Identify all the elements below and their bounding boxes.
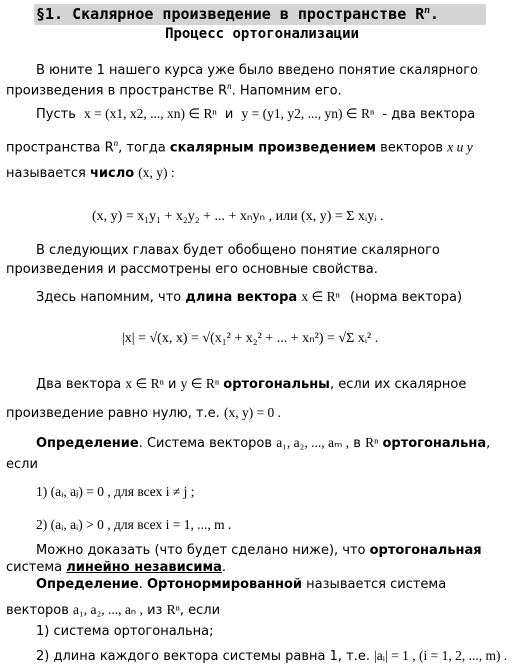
section-subtitle: Процесс ортогонализации (165, 26, 359, 42)
definition2-line2 (6, 602, 220, 618)
para2-then: , тогда (118, 140, 166, 156)
para2-line1 (36, 106, 475, 122)
definition2-if: , если (179, 603, 221, 618)
para4-norm: (норма вектора) (350, 290, 463, 305)
para2-line2 (6, 138, 473, 155)
para6-line2 (6, 560, 226, 575)
term-orthogonal: ортогональны (223, 377, 330, 392)
para5-x: x ∈ Rⁿ (125, 376, 164, 391)
para2-xy: x и y (447, 139, 473, 155)
para5-line1 (36, 376, 466, 392)
section-title (36, 5, 439, 23)
para2-product-notation: (x, y) : (138, 165, 175, 180)
para6-can-prove: Можно доказать (что будет сделано ниже), что (36, 543, 366, 558)
section-title-end: . (429, 5, 439, 23)
term-orthogonal-system: ортогональна (382, 436, 487, 451)
item-1: 1) система ортогональна; (36, 624, 214, 639)
para2-let: Пусть (36, 107, 76, 122)
definition2-period: . (138, 577, 143, 592)
term-orthogonal-adj: ортогональная (369, 543, 482, 558)
term-vector-length: длина вектора (185, 290, 298, 305)
definition1-rn: Rⁿ (365, 435, 379, 450)
para2-and: и (224, 107, 234, 122)
term-orthonormal: Ортонормированной (147, 577, 303, 592)
definition1-line2: если (6, 457, 38, 472)
para6-period: . (221, 560, 227, 575)
formula-norm: |x| = √(x, x) = √(x₁² + x₂² + ... + xₙ²) = √Σ xᵢ² . (122, 331, 379, 346)
para4-recall: Здесь напомним, что (36, 290, 182, 305)
condition-2: 2) (aᵢ, aᵢ) > 0 , для всех i = 1, ..., m . (36, 517, 232, 532)
para3-line2: произведения и рассмотрены его основные свойства. (6, 262, 378, 277)
para5-line2 (6, 405, 281, 421)
para5-and: и (168, 377, 177, 392)
formula-scalar-product: (x, y) = x₁y₁ + x₂y₂ + ... + xₙyₙ , или (x, y) = Σ xᵢyᵢ . (92, 209, 384, 224)
section-title-sup: n (424, 5, 430, 16)
term-scalar-product: скалярным произведением (169, 140, 377, 156)
vector-y-def: y = (y1, y2, ..., yn) ∈ Rⁿ (241, 106, 375, 121)
definition1-system: . Система векторов (138, 436, 273, 451)
definition2-rn: Rⁿ (166, 602, 180, 617)
term-linearly-independent: линейно независима (66, 560, 222, 575)
para5-y: y ∈ Rⁿ (180, 376, 220, 391)
definition1-in: в (353, 436, 361, 451)
para6-line1 (36, 543, 482, 558)
para4-x-in-rn: x ∈ Rⁿ (301, 289, 340, 304)
definition2-vectors-word: векторов (6, 603, 69, 618)
definition1-comma: , (486, 436, 491, 451)
para1-line2 (6, 81, 342, 98)
para6-system: система (6, 560, 63, 575)
definition2-line1 (36, 577, 446, 592)
vector-x-def: x = (x1, x2, ..., xn) ∈ Rⁿ (84, 106, 217, 121)
definition1-line1 (36, 435, 490, 451)
section-title-text: §1. Скалярное произведение в пространстве R (36, 5, 425, 23)
para4-line (36, 289, 462, 305)
para2-sup: n (113, 138, 119, 148)
para5-product-zero: произведение равно нулю, т.е. (6, 406, 220, 421)
definition2-label: Определение (36, 577, 139, 592)
item-2 (36, 648, 507, 664)
para2-vectors: векторов (380, 140, 444, 156)
para5-two-vectors: Два вектора (36, 377, 122, 392)
para2-space: пространства R (6, 140, 114, 156)
item-2-text: 2) длина каждого вектора системы равна 1, т.е. (36, 649, 370, 664)
condition-1: 1) (aᵢ, aⱼ) = 0 , для всех i ≠ j ; (36, 484, 195, 499)
para2-called: называется (6, 166, 86, 181)
para1-sup: n (227, 81, 232, 91)
item-2-formula: |aᵢ| = 1 , (i = 1, 2, ..., m) . (374, 648, 508, 663)
para1-line2-text: произведения в пространстве R (6, 83, 228, 99)
para1-line2-end: . Напомним его. (231, 83, 342, 99)
definition2-from: из (147, 603, 163, 618)
para2-two-vectors: - два вектора (382, 107, 476, 122)
definition1-vectors: a₁, a₂, ..., aₘ , (276, 435, 350, 450)
para5-formula: (x, y) = 0 . (223, 405, 282, 420)
term-number: число (89, 166, 135, 181)
para3-line1: В следующих главах будет обобщено понятие скалярного (36, 243, 440, 258)
definition2-called: называется система (306, 577, 447, 592)
definition1-label: Определение (36, 436, 139, 451)
para2-line3 (6, 165, 175, 181)
definition2-vectors: a₁, a₂, ..., aₙ , (73, 602, 143, 617)
para1-line1: В юните 1 нашего курса уже было введено понятие скалярного (36, 63, 478, 78)
para5-if: , если их скалярное (329, 377, 467, 392)
